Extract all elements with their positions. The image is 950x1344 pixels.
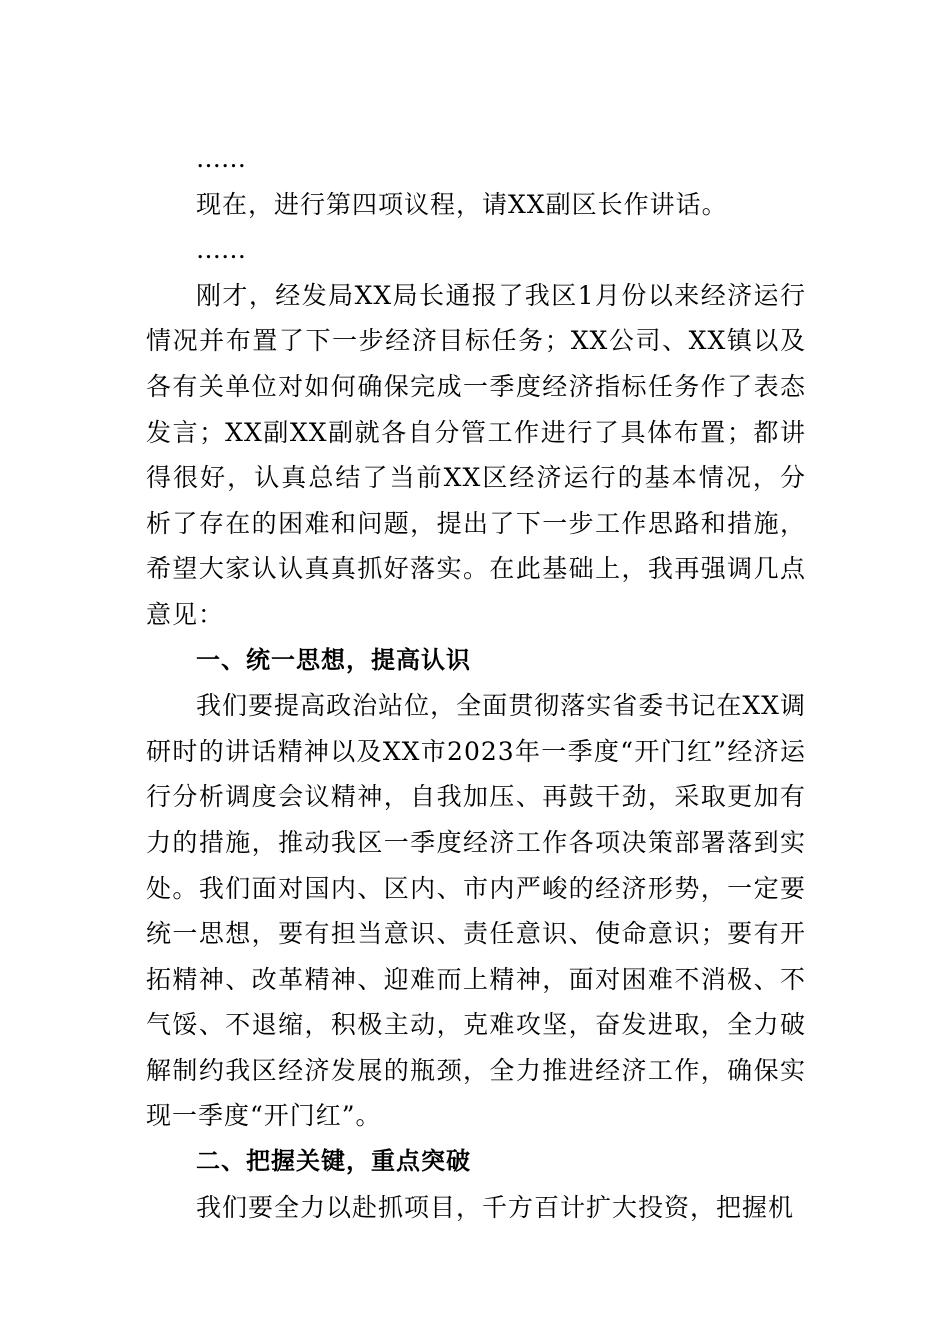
section-heading-1: 一、统一思想，提高认识 bbox=[196, 645, 471, 674]
ellipsis-line: …… bbox=[196, 235, 246, 265]
document-body bbox=[146, 136, 806, 1230]
section-paragraph-2: 我们要全力以赴抓项目，千方百计扩大投资，把握机 bbox=[196, 1192, 795, 1222]
ellipsis-line: …… bbox=[196, 144, 246, 173]
section-heading-2: 二、把握关键，重点突破 bbox=[196, 1147, 471, 1176]
intro-paragraph: 刚才，经发局XX局长通报了我区1月份以来经济运行情况并布置了下一步经济目标任务；XX公司、XX镇以及各有关单位对如何确保完成一季度经济指标任务作了表态发言；XX副XX副就各自分管工作进行了具体布置；都讲得很好，认真总结了当前XX区经济运行的基本情况，分析了存在的困难和问题，提出了下一步工作思路和措施，希望大家认认真真抓好落实。在此基础上，我再强调几点意见： bbox=[146, 280, 806, 629]
section-paragraph-1: 我们要提高政治站位，全面贯彻落实省委书记在XX调研时的讲话精神以及XX市2023年一季度“开门红”经济运行分析调度会议精神，自我加压、再鼓干劲，采取更加有力的措施，推动我区一季度经济工作各项决策部署落到实处。我们面对国内、区内、市内严峻的经济形势，一定要统一思想，要有担当意识、责任意识、使命意识；要有开拓精神、改革精神、迎难而上精神，面对困难不消极、不气馁、不退缩，积极主动，克难攻坚，奋发进取，全力破解制约我区经济发展的瓶颈，全力推进经济工作，确保实现一季度“开门红”。 bbox=[146, 691, 806, 1131]
agenda-line: 现在，进行第四项议程，请XX副区长作讲话。 bbox=[196, 189, 728, 219]
